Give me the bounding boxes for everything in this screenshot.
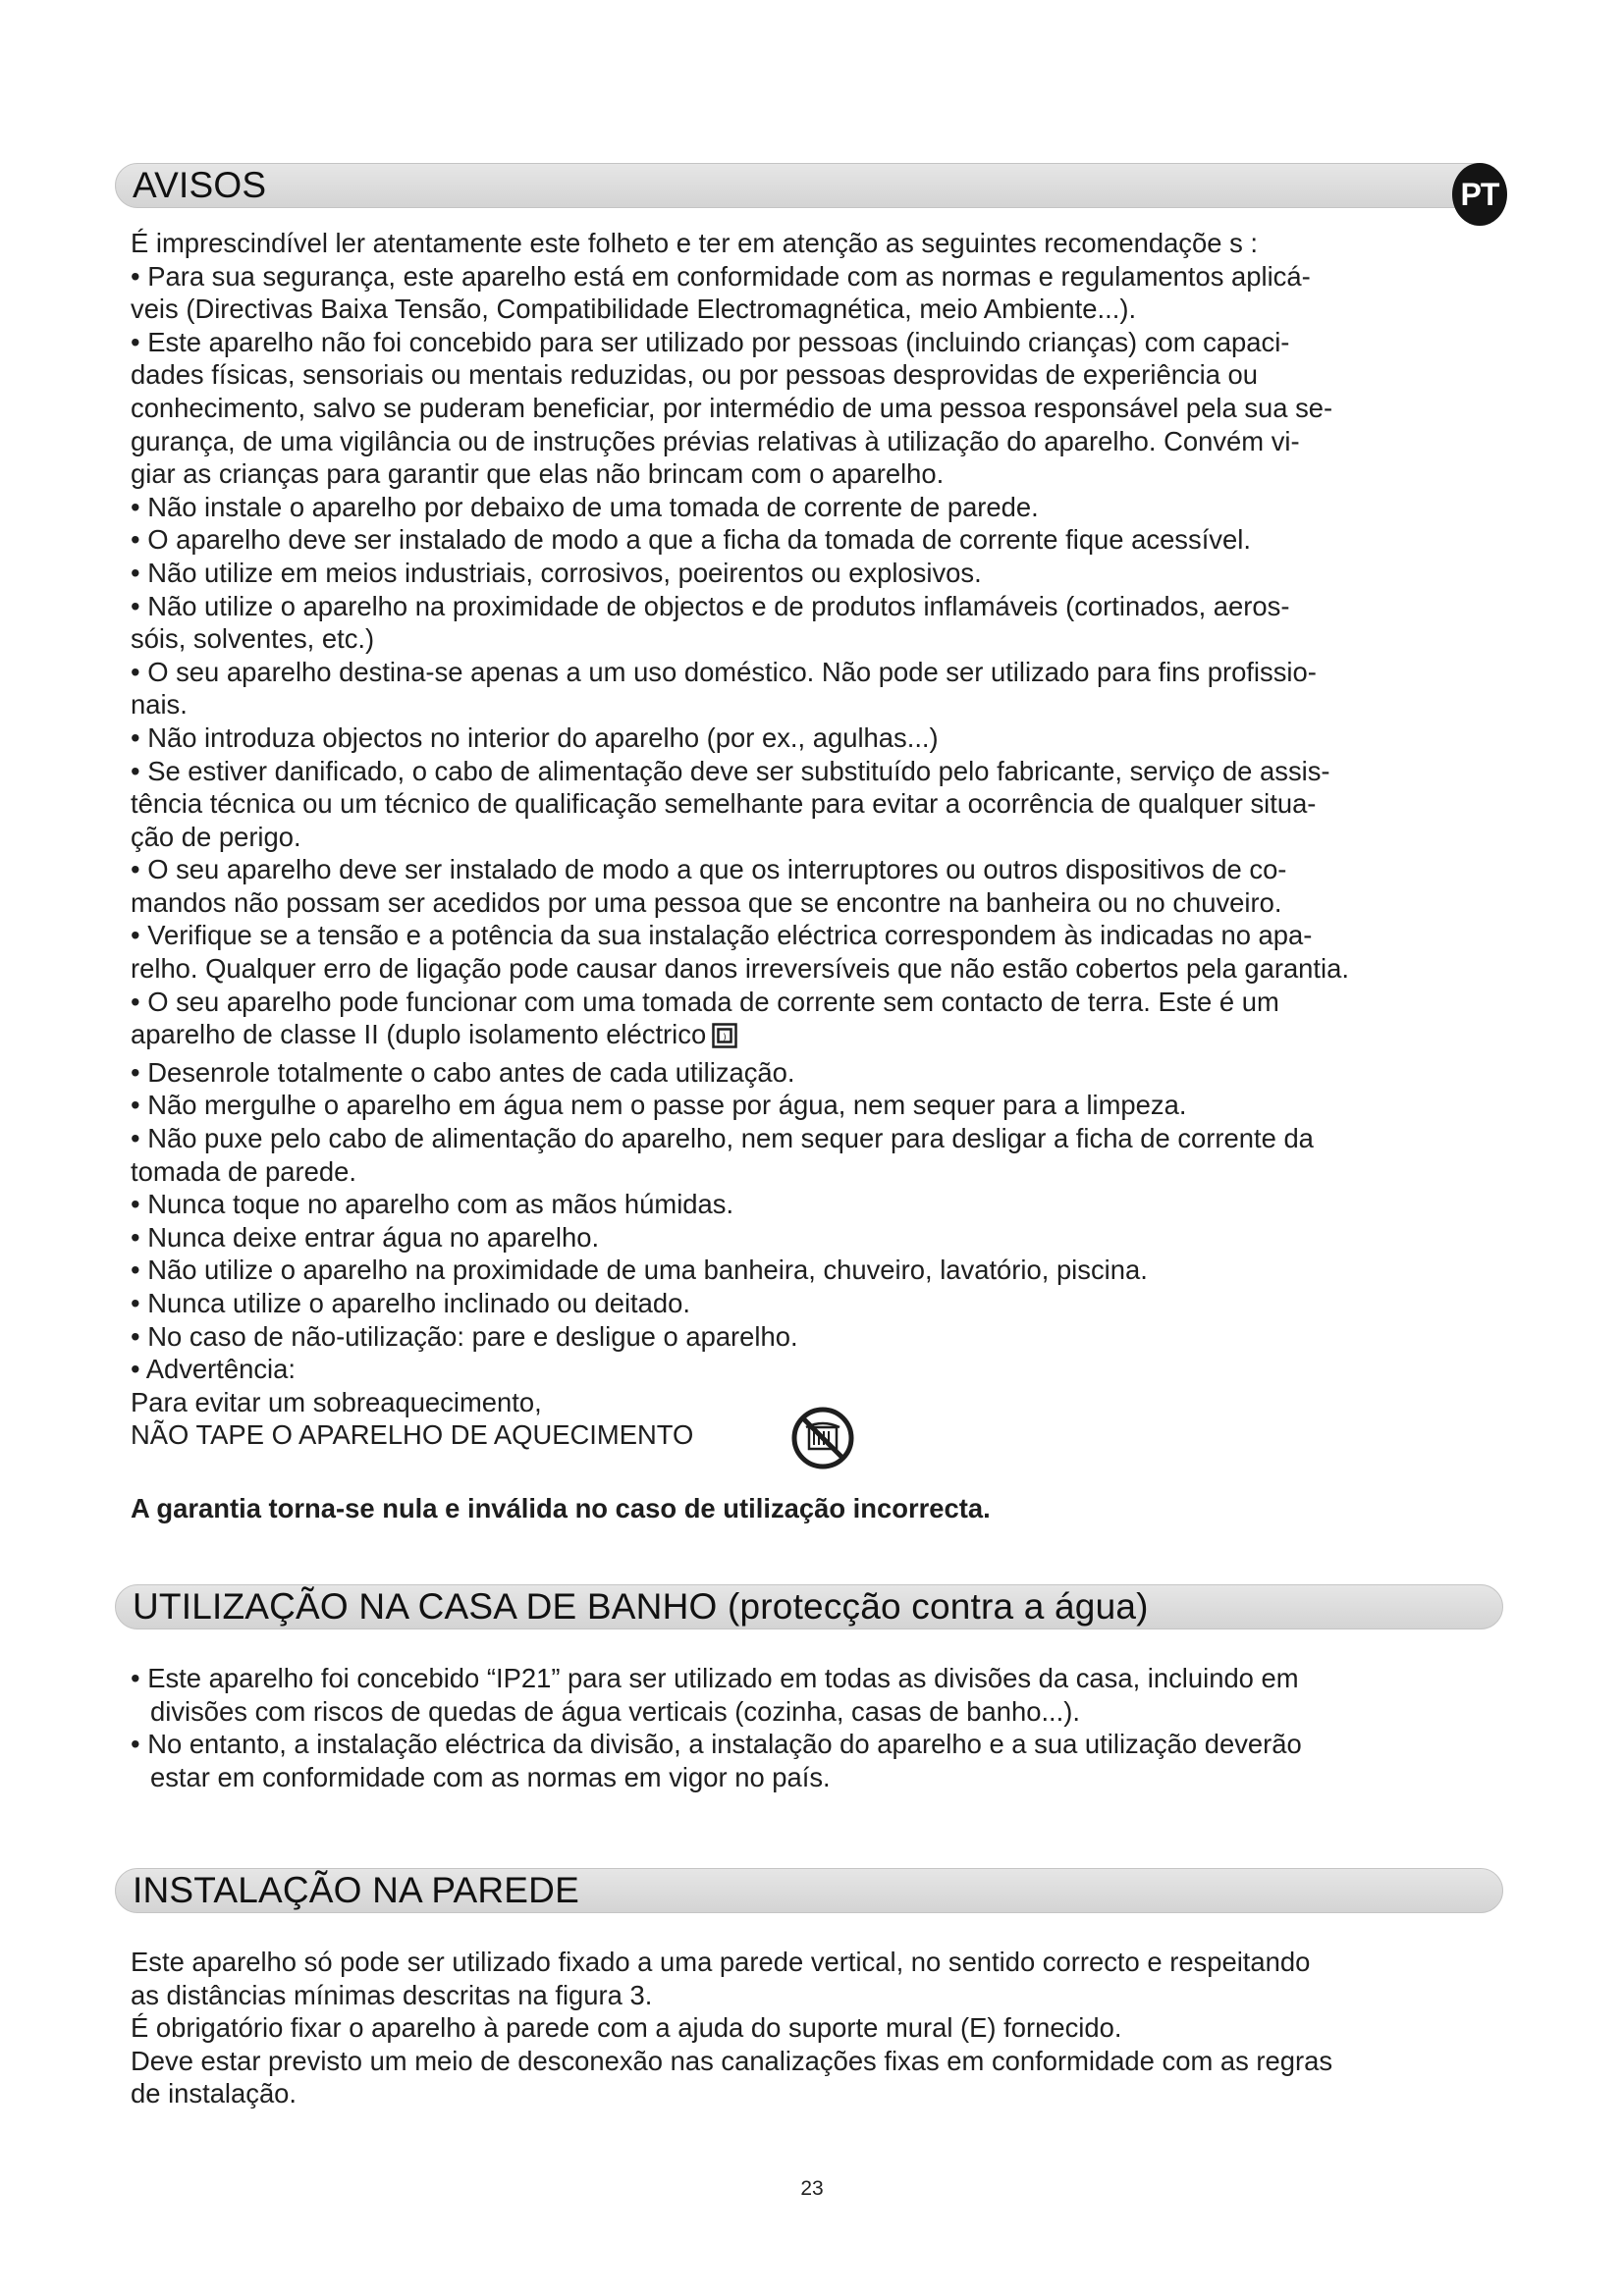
text-line: • Verifique se a tensão e a potência da sua instalação eléctrica correspondem às indicadas no apa- <box>131 920 1313 951</box>
text-line: • Nunca deixe entrar água no aparelho. <box>131 1221 600 1253</box>
double-insulation-icon <box>712 1023 737 1056</box>
text-line: • Nunca utilize o aparelho inclinado ou deitado. <box>131 1288 690 1318</box>
text-line: • Para sua segurança, este aparelho está em conformidade com as normas e regulamentos aplicá- <box>131 260 1311 292</box>
text-line: • O aparelho deve ser instalado de modo a que a ficha da tomada de corrente fique acessível. <box>131 524 1251 556</box>
text-line: NÃO TAPE O APARELHO DE AQUECIMENTO <box>131 1419 694 1451</box>
text-line: mandos não possam ser acedidos por uma pessoa que se encontre na banheira ou no chuveiro. <box>131 886 1282 918</box>
text-line: Deve estar previsto um meio de desconexão nas canalizações fixas em conformidade com as regras <box>131 2045 1333 2076</box>
text-line: Este aparelho só pode ser utilizado fixado a uma parede vertical, no sentido correcto e respeitando <box>131 1947 1311 1977</box>
text-line: • No caso de não-utilização: pare e desligue o aparelho. <box>131 1320 798 1352</box>
text-line: • Este aparelho foi concebido “IP21” para ser utilizado em todas as divisões da casa, incluindo em <box>131 1663 1299 1693</box>
text-line: É obrigatório fixar o aparelho à parede com a ajuda do suporte mural (E) fornecido. <box>131 2012 1122 2044</box>
wall-lines <box>131 1946 1505 2110</box>
class-ii-line <box>131 1018 1505 1056</box>
text-line: dades físicas, sensoriais ou mentais reduzidas, ou por pessoas desprovidas de experiência ou <box>131 359 1259 391</box>
text-line: de instalação. <box>131 2078 298 2109</box>
bathroom-body <box>131 1662 1505 1793</box>
text-line: ção de perigo. <box>131 821 301 852</box>
text-line: • No entanto, a instalação eléctrica da divisão, a instalação do aparelho e a sua utilização deverão <box>131 1729 1302 1760</box>
class-ii-text: aparelho de classe II (duplo isolamento eléctrico <box>131 1019 707 1050</box>
avisos-title: AVISOS <box>133 165 267 205</box>
avisos-body <box>131 227 1505 1452</box>
text-line: • O seu aparelho deve ser instalado de modo a que os interruptores ou outros dispositivos de co- <box>131 854 1287 885</box>
text-line: • Advertência: <box>131 1354 296 1385</box>
text-line: divisões com riscos de quedas de água verticais (cozinha, casas de banho...). <box>150 1695 1081 1727</box>
text-line: • Não instale o aparelho por debaixo de uma tomada de corrente de parede. <box>131 491 1039 522</box>
avisos-lines-after <box>131 1056 1505 1452</box>
text-line: tomada de parede. <box>131 1155 356 1187</box>
do-not-cover-icon <box>790 1406 855 1475</box>
text-line: veis (Directivas Baixa Tensão, Compatibilidade Electromagnética, meio Ambiente...). <box>131 294 1137 325</box>
text-line: • Se estiver danificado, o cabo de alimentação deve ser substituído pelo fabricante, serviço de assis- <box>131 755 1330 786</box>
text-line: • Nunca toque no aparelho com as mãos húmidas. <box>131 1189 734 1220</box>
text-line: • Não utilize em meios industriais, corrosivos, poeirentos ou explosivos. <box>131 557 982 588</box>
warranty-note <box>131 1492 1505 1525</box>
text-line: Para evitar um sobreaquecimento, <box>131 1386 542 1417</box>
svg-text:): ) <box>723 1033 727 1043</box>
text-line: gurança, de uma vigilância ou de instruções prévias relativas à utilização do aparelho. Convém vi- <box>131 425 1300 456</box>
text-line: • Não utilize o aparelho na proximidade de objectos e de produtos inflamáveis (cortinados, aeros- <box>131 590 1290 621</box>
wall-body <box>131 1946 1505 2110</box>
language-badge: PT <box>1452 163 1507 226</box>
text-line: • Não puxe pelo cabo de alimentação do aparelho, nem sequer para desligar a ficha de corrente da <box>131 1123 1314 1154</box>
text-line: tência técnica ou um técnico de qualificação semelhante para evitar a ocorrência de qualquer situa- <box>131 788 1317 820</box>
text-line: relho. Qualquer erro de ligação pode causar danos irreversíveis que não estão cobertos pela garantia. <box>131 953 1349 985</box>
text-line: nais. <box>131 689 188 721</box>
text-line: É imprescindível ler atentamente este folheto e ter em atenção as seguintes recomendaçõe s : <box>131 228 1258 258</box>
avisos-lines <box>131 227 1505 1018</box>
page-number: 23 <box>800 2177 824 2200</box>
text-line: conhecimento, salvo se puderam beneficiar, por intermédio de uma pessoa responsável pela sua se- <box>131 392 1333 423</box>
text-line: estar em conformidade com as normas em vigor no país. <box>150 1761 831 1792</box>
text-line: • O seu aparelho pode funcionar com uma tomada de corrente sem contacto de terra. Este é um <box>131 986 1279 1017</box>
text-line: giar as crianças para garantir que elas não brincam com o aparelho. <box>131 458 945 490</box>
text-line: • Não introduza objectos no interior do aparelho (por ex., agulhas...) <box>131 721 939 753</box>
text-line: • Desenrole totalmente o cabo antes de cada utilização. <box>131 1056 795 1088</box>
bathroom-lines <box>131 1662 1505 1793</box>
avisos-header-bar <box>115 163 1503 208</box>
text-line: • O seu aparelho destina-se apenas a um uso doméstico. Não pode ser utilizado para fins profissio- <box>131 656 1317 687</box>
text-line: • Não utilize o aparelho na proximidade de uma banheira, chuveiro, lavatório, piscina. <box>131 1255 1148 1286</box>
text-line: • Não mergulhe o aparelho em água nem o passe por água, nem sequer para a limpeza. <box>131 1090 1187 1121</box>
warranty-text: A garantia torna-se nula e inválida no caso de utilização incorrecta. <box>131 1493 991 1523</box>
text-line: sóis, solventes, etc.) <box>131 623 375 655</box>
text-line: as distâncias mínimas descritas na figura 3. <box>131 1979 653 2010</box>
wall-title: INSTALAÇÃO NA PAREDE <box>133 1870 579 1910</box>
bathroom-title: UTILIZAÇÃO NA CASA DE BANHO (protecção contra a água) <box>133 1586 1149 1627</box>
text-line: • Este aparelho não foi concebido para ser utilizado por pessoas (incluindo crianças) com capaci- <box>131 326 1290 357</box>
